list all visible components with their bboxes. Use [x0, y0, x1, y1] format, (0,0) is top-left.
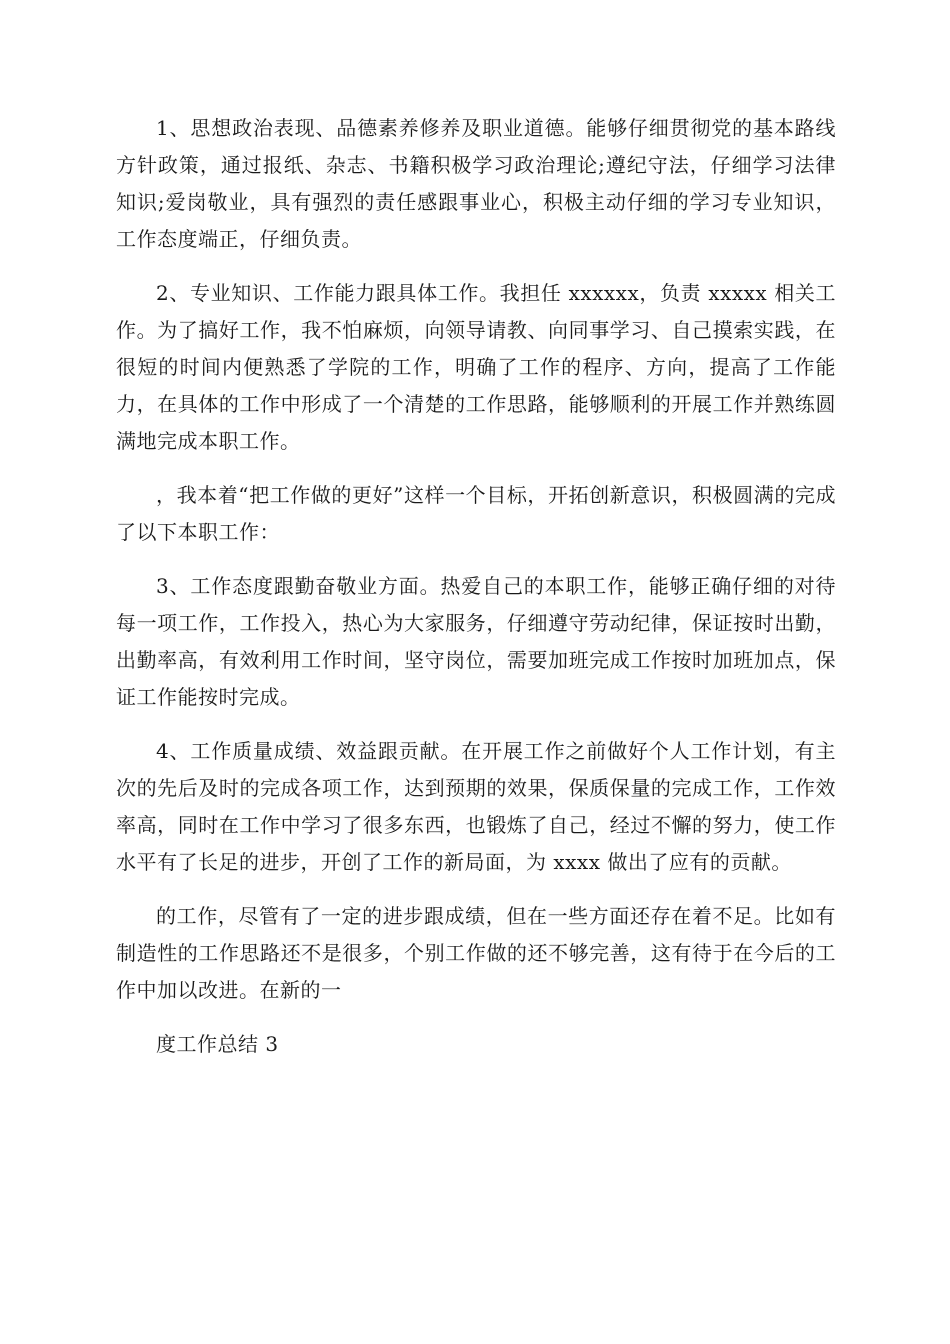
section-heading: 度工作总结 3	[156, 1032, 279, 1056]
document-body	[116, 110, 836, 1063]
paragraph-6: 的工作，尽管有了一定的进步跟成绩，但在一些方面还存在着不足。比如有制造性的工作思路还不是很多，个别工作做的还不够完善，这有待于在今后的工作中加以改进。在新的一	[116, 904, 836, 1002]
paragraph-5: 4、工作质量成绩、效益跟贡献。在开展工作之前做好个人工作计划，有主次的先后及时的完成各项工作，达到预期的效果，保质保量的完成工作，工作效率高，同时在工作中学习了很多东西，也锻炼了自己，经过不懈的努力，使工作水平有了长足的进步，开创了工作的新局面，为 xxxx 做出了应有的贡献。	[116, 739, 836, 874]
paragraph-4: 3、工作态度跟勤奋敬业方面。热爱自己的本职工作，能够正确仔细的对待每一项工作，工作投入，热心为大家服务，仔细遵守劳动纪律，保证按时出勤，出勤率高，有效利用工作时间，坚守岗位，需要加班完成工作按时加班加点，保证工作能按时完成。	[116, 574, 836, 709]
paragraph-2: 2、专业知识、工作能力跟具体工作。我担任 xxxxxx，负责 xxxxx 相关工作。为了搞好工作，我不怕麻烦，向领导请教、向同事学习、自己摸索实践，在很短的时间内便熟悉了学院的工作，明确了工作的程序、方向，提高了工作能力，在具体的工作中形成了一个清楚的工作思路，能够顺利的开展工作并熟练圆满地完成本职工作。	[116, 281, 836, 453]
paragraph-3: ，我本着“把工作做的更好”这样一个目标，开拓创新意识，积极圆满的完成了以下本职工作：	[116, 483, 836, 544]
paragraph-1: 1、思想政治表现、品德素养修养及职业道德。能够仔细贯彻党的基本路线方针政策，通过报纸、杂志、书籍积极学习政治理论;遵纪守法，仔细学习法律知识;爱岗敬业，具有强烈的责任感跟事业心，积极主动仔细的学习专业知识，工作态度端正，仔细负责。	[116, 116, 836, 251]
